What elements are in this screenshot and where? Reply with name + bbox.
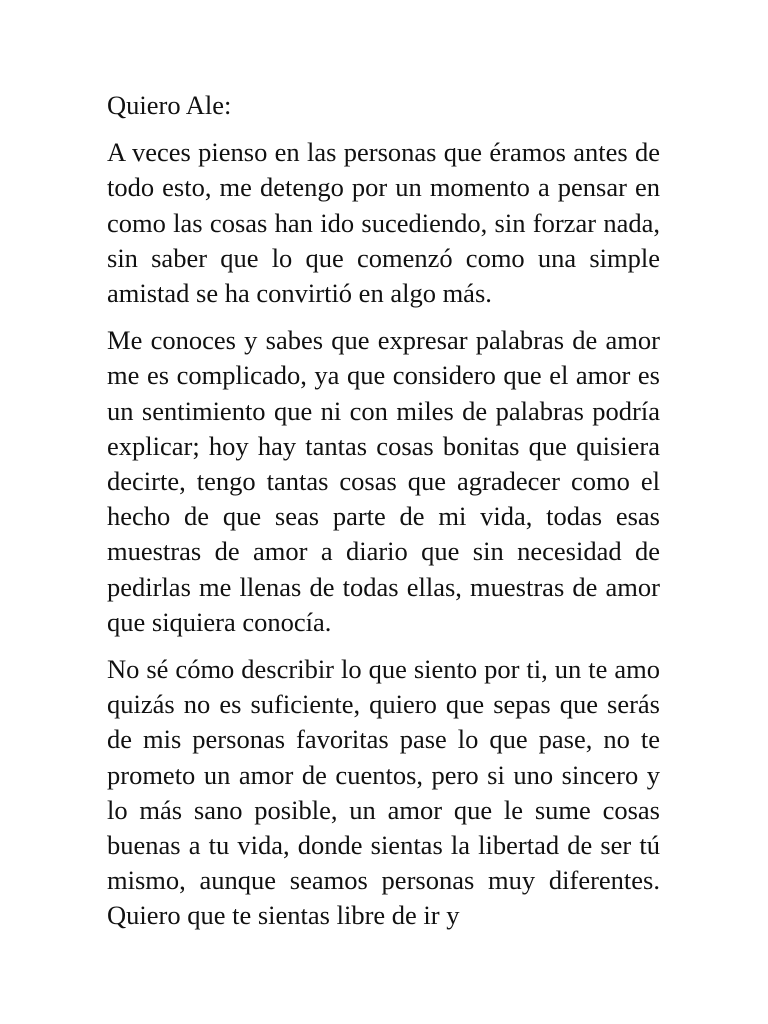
letter-body <box>107 88 660 934</box>
letter-paragraph-2: Me conoces y sabes que expresar palabras de amor me es complicado, ya que considero que el amor es un sentimiento que ni con miles de palabras podría explicar; hoy hay tantas cosas bonitas que quisiera decirte, tengo tantas cosas que agradecer como el hecho de que seas parte de mi vida, todas esas muestras de amor a diario que sin necesidad de pedirlas me llenas de todas ellas, muestras de amor que siquiera conocía. <box>107 325 660 637</box>
letter-paragraph-3: No sé cómo describir lo que siento por ti, un te amo quizás no es suficiente, quiero que sepas que serás de mis personas favoritas pase lo que pase, no te prometo un amor de cuentos, pero si uno sincero y lo más sano posible, un amor que le sume cosas buenas a tu vida, donde sientas la libertad de ser tú mismo, aunque seamos personas muy diferentes. Quiero que te sientas libre de ir y <box>107 654 660 931</box>
letter-greeting: Quiero Ale: <box>107 90 232 120</box>
letter-paragraph-1: A veces pienso en las personas que éramos antes de todo esto, me detengo por un momento a pensar en como las cosas han ido sucediendo, sin forzar nada, sin saber que lo que comenzó como una simple amistad se ha convirtió en algo más. <box>107 137 660 309</box>
